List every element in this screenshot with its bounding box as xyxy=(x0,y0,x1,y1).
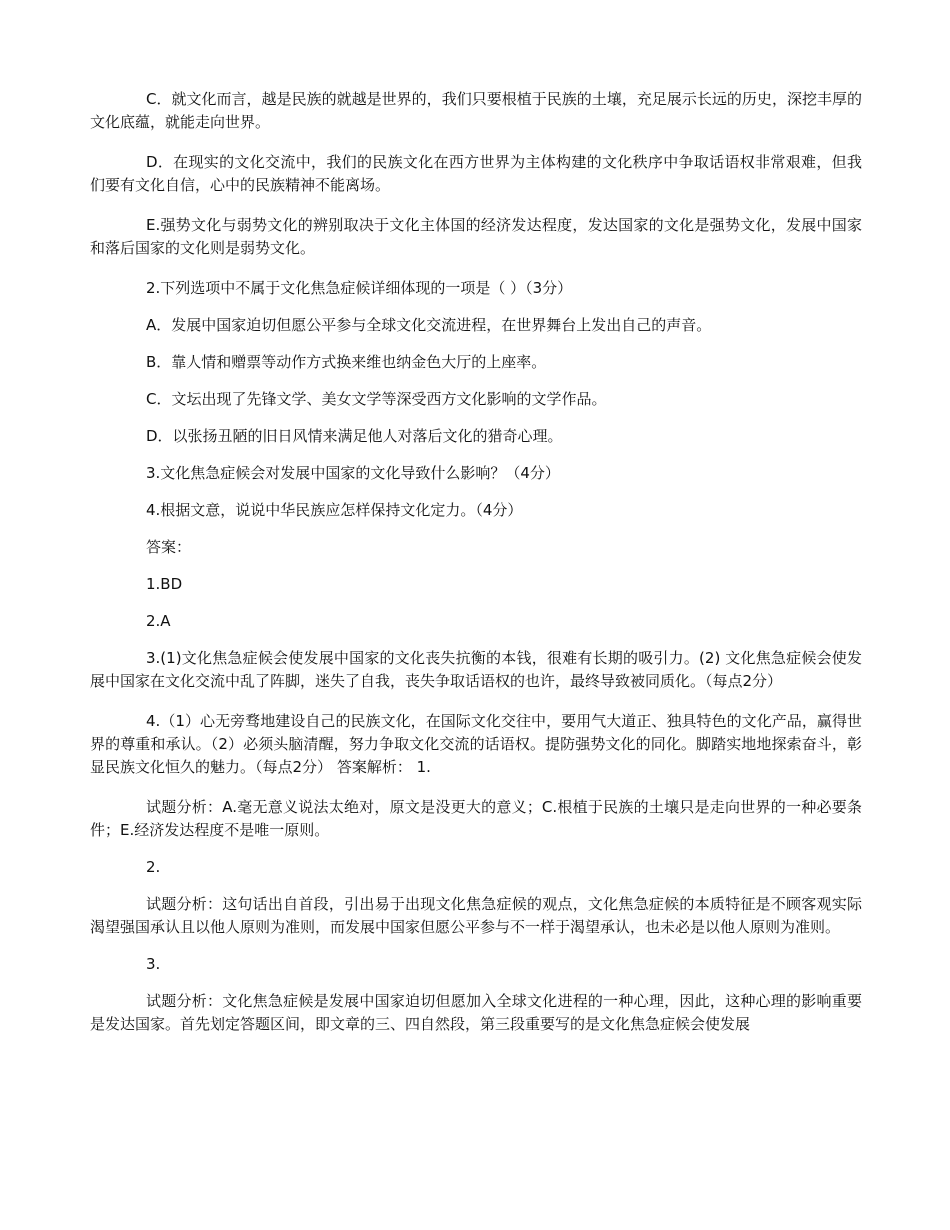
answer-heading: 答案： xyxy=(146,538,192,556)
answer-3: 3.(1)文化焦急症候会使发展中国家的文化丧失抗衡的本钱，很难有长期的吸引力。(2) 文化焦急症候会使发展中国家在文化交流中乱了阵脚，迷失了自我，丧失争取话语权的也许，最终导致被同质化。（每点2分） xyxy=(90,649,862,690)
answer-1: 1.BD xyxy=(146,575,183,593)
question-4: 4.根据文意，说说中华民族应怎样保持文化定力。（4分） xyxy=(146,501,523,519)
document-page xyxy=(90,88,862,1050)
analysis-1: 试题分析：A.毫无意义说法太绝对，原文是没更大的意义；C.根植于民族的土壤只是走向世界的一种必要条件；E.经济发达程度不是唯一原则。 xyxy=(90,798,862,839)
q2-option-d: D．以张扬丑陋的旧日风情来满足他人对落后文化的猎奇心理。 xyxy=(146,427,563,445)
answer-2: 2.A xyxy=(146,612,171,630)
option-e-paragraph: E.强势文化与弱势文化的辨别取决于文化主体国的经济发达程度，发达国家的文化是强势文化，发展中国家和落后国家的文化则是弱势文化。 xyxy=(90,216,862,257)
analysis-3-label: 3. xyxy=(146,955,161,973)
option-d-paragraph: D．在现实的文化交流中，我们的民族文化在西方世界为主体构建的文化秩序中争取话语权非常艰难，但我们要有文化自信，心中的民族精神不能离场。 xyxy=(90,153,862,194)
analysis-3: 试题分析：文化焦急症候是发展中国家迫切但愿加入全球文化进程的一种心理，因此，这种心理的影响重要是发达国家。首先划定答题区间，即文章的三、四自然段，第三段重要写的是文化焦急症候会使发展 xyxy=(90,992,862,1033)
answer-4: 4.（1）心无旁骛地建设自己的民族文化，在国际文化交往中，要用气大道正、独具特色的文化产品，赢得世界的尊重和承认。（2）必须头脑清醒，努力争取文化交流的话语权。提防强势文化的同化。脚踏实地地探索奋斗，彰显民族文化恒久的魅力。（每点2分） 答案解析： 1. xyxy=(90,712,862,776)
analysis-2-label: 2. xyxy=(146,858,161,876)
question-2: 2.下列选项中不属于文化焦急症候详细体现的一项是（ ）（3分） xyxy=(146,279,573,297)
option-c-paragraph: C．就文化而言，越是民族的就越是世界的，我们只要根植于民族的土壤，充足展示长远的历史，深挖丰厚的文化底蕴，就能走向世界。 xyxy=(90,90,862,131)
q2-option-a: A．发展中国家迫切但愿公平参与全球文化交流进程，在世界舞台上发出自己的声音。 xyxy=(146,316,712,334)
analysis-2: 试题分析：这句话出自首段，引出易于出现文化焦急症候的观点，文化焦急症候的本质特征是不顾客观实际渴望强国承认且以他人原则为准则，而发展中国家但愿公平参与不一样于渴望承认，也未必是以他人原则为准则。 xyxy=(90,895,862,936)
q2-option-c: C．文坛出现了先锋文学、美女文学等深受西方文化影响的文学作品。 xyxy=(146,390,607,408)
question-3: 3.文化焦急症候会对发展中国家的文化导致什么影响？（4分） xyxy=(146,464,560,482)
q2-option-b: B．靠人情和赠票等动作方式换来维也纳金色大厅的上座率。 xyxy=(146,353,547,371)
